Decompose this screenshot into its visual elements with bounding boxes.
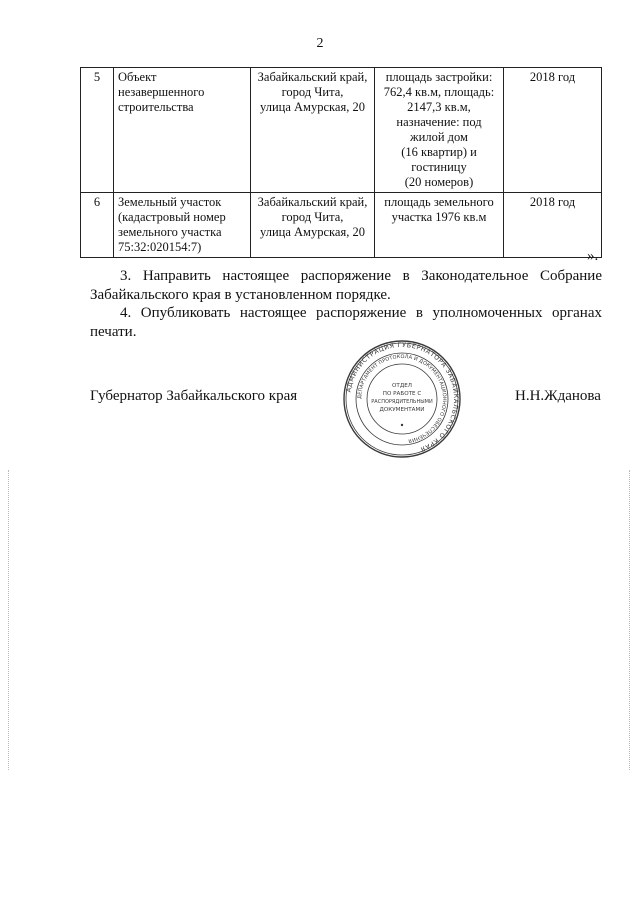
object-name-line: Объект: [118, 70, 157, 84]
address-line: город Чита,: [281, 210, 344, 224]
objects-table: [80, 67, 602, 258]
paragraph-line: Забайкальского края в установленном порядке.: [90, 287, 391, 303]
page-number: 2: [316, 36, 324, 51]
scan-margin-mark: [8, 470, 10, 770]
paragraph-line: печати.: [90, 324, 137, 340]
characteristics-line: площадь застройки:: [385, 70, 493, 84]
object-name-line: Земельный участок: [118, 195, 222, 209]
address-line: Забайкальский край,: [257, 195, 368, 209]
object-name-line: земельного участка: [118, 225, 222, 239]
year-cell: 2018 год: [504, 193, 602, 258]
object-name-line: (кадастровый номер: [118, 210, 226, 224]
address-line: город Чита,: [281, 85, 344, 99]
official-stamp: [342, 339, 462, 459]
year-cell: 2018 год: [504, 68, 602, 193]
characteristics-line: (20 номеров): [404, 175, 474, 189]
paragraph-line: 3. Направить настоящее распоряжение в Законодательное Собрание: [120, 268, 602, 284]
characteristics-line: гостиницу: [411, 160, 467, 174]
object-name-line: 75:32:020154:7): [118, 240, 202, 254]
object-name-cell: [114, 68, 251, 193]
address-line: улица Амурская, 20: [260, 100, 365, 114]
stamp-center-line: ДОКУМЕНТАМИ: [379, 407, 425, 413]
stamp-outer-text: АДМИНИСТРАЦИЯ ГУБЕРНАТОРА ЗАБАЙКАЛЬСКОГО КРАЯ: [344, 340, 461, 454]
object-name-line: незавершенного: [118, 85, 205, 99]
characteristics-line: участка 1976 кв.м: [391, 210, 487, 224]
signer-title: Губернатор Забайкальского края: [90, 388, 298, 404]
characteristics-line: назначение: под: [396, 115, 482, 129]
stamp-center-line: ПО РАБОТЕ С: [382, 391, 422, 397]
address-line: улица Амурская, 20: [260, 225, 365, 239]
paragraph-line: 4. Опубликовать настоящее распоряжение в уполномоченных органах: [120, 305, 602, 321]
address-cell: [251, 193, 375, 258]
paragraph-4: [90, 304, 602, 342]
characteristics-line: жилой дом: [410, 130, 468, 144]
table-row: [81, 68, 602, 193]
object-name-cell: [114, 193, 251, 258]
scan-margin-mark: [629, 470, 631, 770]
address-line: Забайкальский край,: [257, 70, 368, 84]
characteristics-line: площадь земельного: [384, 195, 494, 209]
stamp-center-line: ОТДЕЛ: [392, 383, 412, 389]
characteristics-cell: [375, 68, 504, 193]
table-row: [81, 193, 602, 258]
row-number: 5: [81, 68, 114, 193]
signer-name: Н.Н.Жданова: [515, 388, 601, 404]
row-number: 6: [81, 193, 114, 258]
characteristics-cell: [375, 193, 504, 258]
characteristics-line: (16 квартир) и: [401, 145, 477, 159]
address-cell: [251, 68, 375, 193]
stamp-inner-text: ДЕПАРТАМЕНТ ПРОТОКОЛА И ДОКУМЕНТАЦИОННОГО ОБЕСПЕЧЕНИЯ: [356, 353, 448, 444]
stamp-star-icon: [401, 424, 403, 426]
paragraph-3: [90, 267, 602, 305]
stamp-center-line: РАСПОРЯДИТЕЛЬНЫМИ: [371, 399, 433, 405]
characteristics-line: 2147,3 кв.м,: [407, 100, 471, 114]
closing-quote: ».: [587, 248, 599, 264]
object-name-line: строительства: [118, 100, 194, 114]
characteristics-line: 762,4 кв.м, площадь:: [383, 85, 495, 99]
